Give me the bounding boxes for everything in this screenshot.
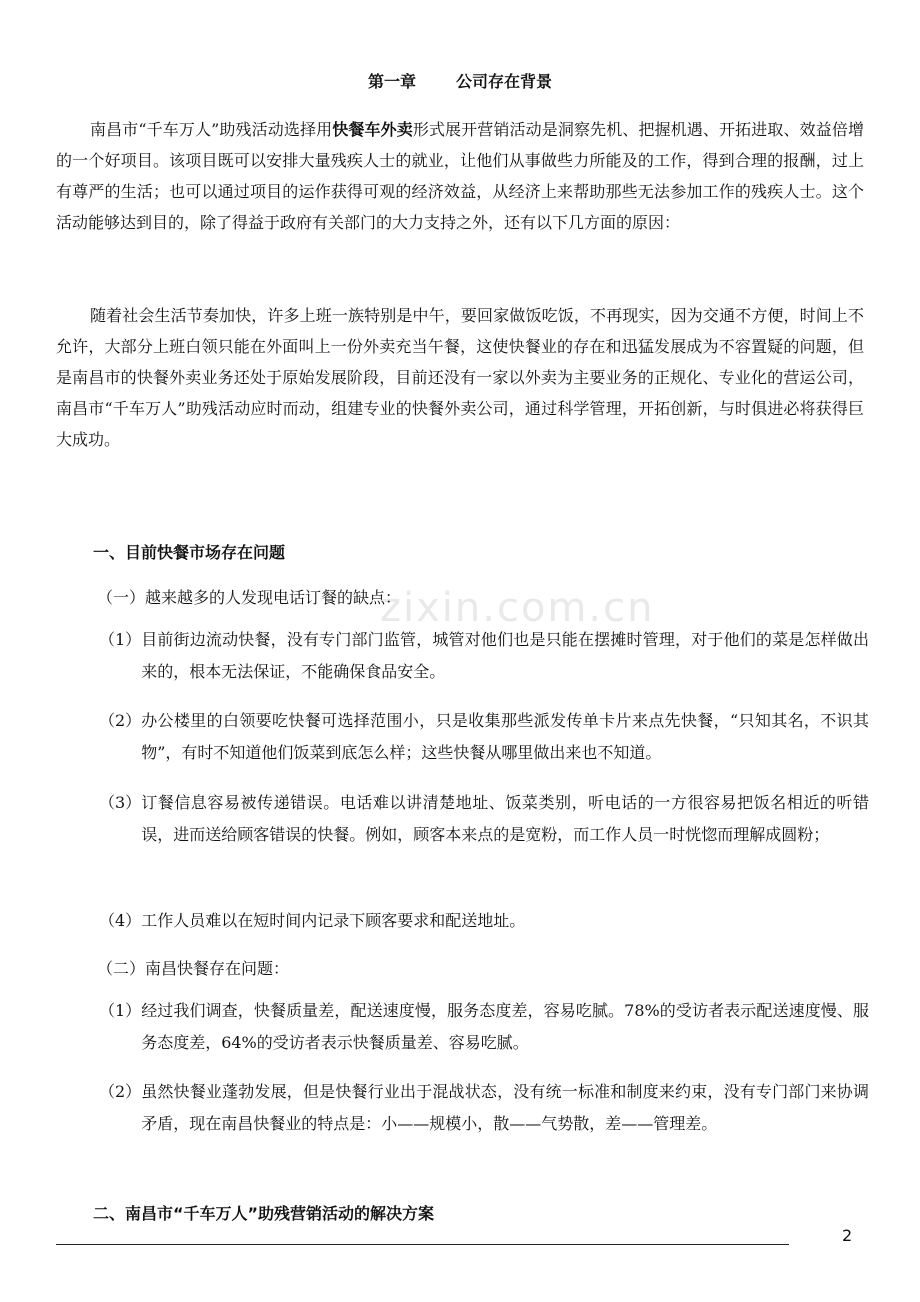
item-text: 工作人员难以在短时间内记录下顾客要求和配送地址。 xyxy=(141,911,526,930)
intro-text-start: 南昌市“千车万人”助残活动选择用 xyxy=(90,120,333,139)
item-text: 虽然快餐业蓬勃发展，但是快餐行业出于混战状态，没有统一标准和制度来约束，没有专门部门来协调矛盾，现在南昌快餐业的特点是：小——规模小，散——气势散，差——管理差。 xyxy=(141,1082,869,1133)
item-number: （4） xyxy=(99,911,142,930)
problem-item-3 xyxy=(99,787,869,851)
section2-heading: 二、南昌市“千车万人”助残营销活动的解决方案 xyxy=(93,1204,435,1223)
section1-heading: 一、目前快餐市场存在问题 xyxy=(93,543,286,562)
subsection1-heading: （一）越来越多的人发现电话订餐的缺点： xyxy=(97,588,402,607)
problem-item-4 xyxy=(99,905,869,937)
chapter-title xyxy=(0,70,920,94)
page-number: 2 xyxy=(842,1226,853,1245)
item-text: 订餐信息容易被传递错误。电话难以讲清楚地址、饭菜类别，听电话的一方很容易把饭名相近的听错误，进而送给顾客错误的快餐。例如，顾客本来点的是宽粉，而工作人员一时恍惚而理解成圆粉； xyxy=(141,793,869,844)
footer-divider xyxy=(56,1244,789,1245)
watermark: zixin.com.cn xyxy=(380,585,655,631)
item-text: 目前街边流动快餐，没有专门部门监管，城管对他们也是只能在摆摊时管理，对于他们的菜是怎样做出来的，根本无法保证，不能确保食品安全。 xyxy=(141,630,869,681)
intro-text-end: 形式展开营销活动是洞察先机、把握机遇、开拓进取、效益倍增的一个好项目。该项目既可以安排大量残疾人士的就业，让他们从事做些力所能及的工作，得到合理的报酬，过上有尊严的生活；也可以通过项目的运作获得可观的经济效益，从经济上来帮助那些无法参加工作的残疾人士。这个活动能够达到目的，除了得益于政府有关部门的大力支持之外，还有以下几方面的原因： xyxy=(56,120,864,232)
nanchang-problem-item-1 xyxy=(99,995,869,1059)
item-number: （3） xyxy=(99,793,142,812)
item-number: （1） xyxy=(99,1001,142,1020)
intro-paragraph xyxy=(56,114,864,238)
item-number: （1） xyxy=(99,630,142,649)
item-number: （2） xyxy=(99,1082,142,1101)
background-paragraph: 随着社会生活节奏加快，许多上班一族特别是中午，要回家做饭吃饭，不再现实，因为交通不方便，时间上不允许，大部分上班白领只能在外面叫上一份外卖充当午餐，这使快餐业的存在和迅猛发展成为不容置疑的问题，但是南昌市的快餐外卖业务还处于原始发展阶段，目前还没有一家以外卖为主要业务的正规化、专业化的营运公司，南昌市“千车万人”助残活动应时而动，组建专业的快餐外卖公司，通过科学管理，开拓创新，与时俱进必将获得巨大成功。 xyxy=(56,306,864,449)
problem-item-1 xyxy=(99,624,869,688)
item-text: 办公楼里的白领要吃快餐可选择范围小，只是收集那些派发传单卡片来点先快餐，“只知其名，不识其物”，有时不知道他们饭菜到底怎么样；这些快餐从哪里做出来也不知道。 xyxy=(141,711,869,762)
nanchang-problem-item-2 xyxy=(99,1076,869,1140)
item-number: （2） xyxy=(99,711,142,730)
problem-item-2 xyxy=(99,705,869,769)
intro-bold-term: 快餐车外卖 xyxy=(332,120,413,139)
subsection2-heading: （二）南昌快餐存在问题： xyxy=(97,959,290,978)
chapter-number: 第一章 xyxy=(367,72,416,91)
item-text: 经过我们调查，快餐质量差，配送速度慢，服务态度差，容易吃腻。78%的受访者表示配送速度慢、服务态度差，64%的受访者表示快餐质量差、容易吃腻。 xyxy=(141,1001,869,1052)
chapter-name: 公司存在背景 xyxy=(456,72,553,91)
